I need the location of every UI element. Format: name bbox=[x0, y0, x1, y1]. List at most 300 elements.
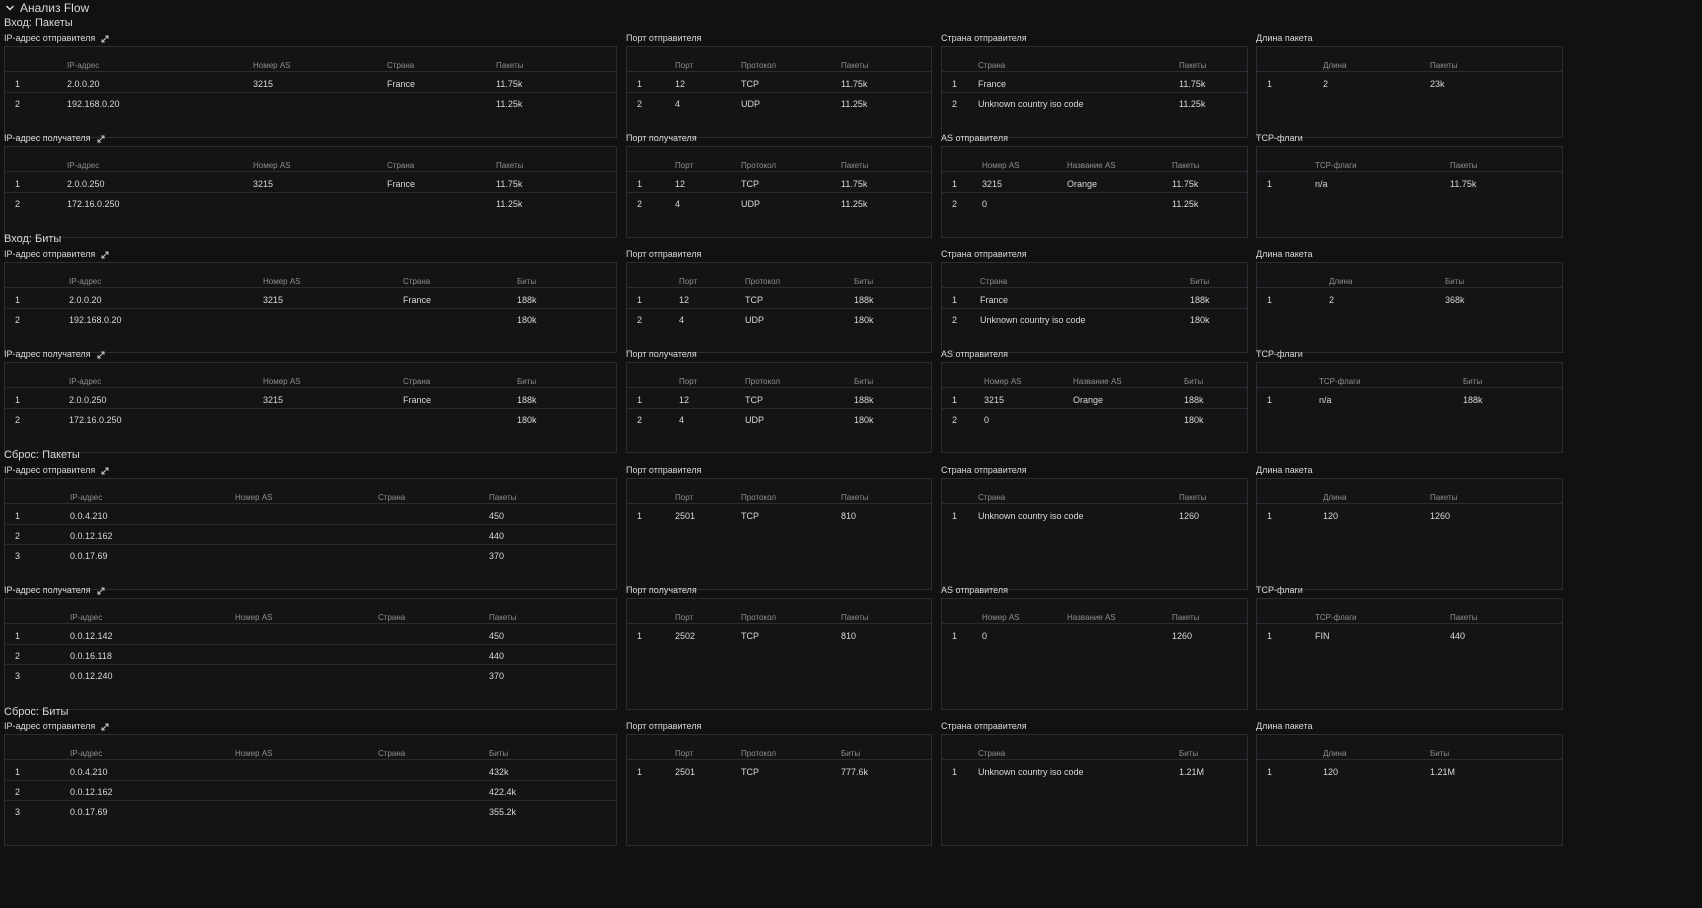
cell: 2501 bbox=[675, 767, 696, 777]
column-header-1[interactable]: IP-адрес bbox=[69, 377, 102, 386]
table-row[interactable] bbox=[5, 525, 616, 545]
panel-title bbox=[4, 721, 109, 732]
table-row[interactable] bbox=[942, 389, 1247, 409]
table-panel bbox=[626, 262, 932, 353]
panel-title bbox=[4, 33, 109, 44]
row-index: 1 bbox=[15, 767, 21, 777]
column-header-3[interactable]: Пакеты bbox=[1172, 161, 1200, 170]
column-header-1[interactable]: Порт bbox=[675, 613, 694, 622]
row-collapse-toggle[interactable] bbox=[4, 0, 89, 16]
table-header bbox=[5, 159, 616, 172]
cell: TCP bbox=[741, 631, 759, 641]
column-header-1[interactable]: Порт bbox=[675, 493, 694, 502]
column-header-1[interactable]: Страна bbox=[978, 493, 1006, 502]
row-index: 2 bbox=[15, 787, 21, 797]
cell: 2.0.0.250 bbox=[67, 179, 105, 189]
row-index: 1 bbox=[637, 295, 643, 305]
column-header-2[interactable]: Номер AS bbox=[235, 613, 273, 622]
column-header-2[interactable]: Протокол bbox=[745, 377, 781, 386]
table-row[interactable] bbox=[5, 93, 616, 113]
panel-title-text: Длина пакета bbox=[1256, 249, 1313, 259]
column-header-2[interactable]: Пакеты bbox=[1430, 493, 1458, 502]
column-header-2[interactable]: Протокол bbox=[741, 613, 777, 622]
cell: 1260 bbox=[1179, 511, 1200, 521]
column-header-1[interactable]: Порт bbox=[675, 61, 694, 70]
column-header-4[interactable]: Пакеты bbox=[496, 161, 524, 170]
column-header-1[interactable]: Страна bbox=[978, 61, 1006, 70]
column-header-2[interactable]: Номер AS bbox=[235, 749, 273, 758]
cell: France bbox=[403, 295, 432, 305]
cell: UDP bbox=[745, 315, 765, 325]
row-index: 2 bbox=[15, 531, 21, 541]
cell: 0 bbox=[982, 631, 988, 641]
panel-title-text: IP-адрес получателя bbox=[4, 349, 91, 359]
cell: 3215 bbox=[263, 395, 284, 405]
table-panel bbox=[4, 146, 617, 238]
cell: 440 bbox=[489, 531, 505, 541]
table-row[interactable] bbox=[5, 193, 616, 213]
cell: 4 bbox=[675, 199, 681, 209]
column-header-4[interactable]: Биты bbox=[517, 277, 537, 286]
row-index: 2 bbox=[15, 651, 21, 661]
table-header bbox=[1257, 491, 1562, 504]
column-header-2[interactable]: Пакеты bbox=[1179, 493, 1207, 502]
panel-title bbox=[1256, 33, 1313, 44]
row-index: 3 bbox=[15, 671, 21, 681]
column-header-1[interactable]: Страна bbox=[978, 749, 1006, 758]
column-header-1[interactable]: Порт bbox=[675, 161, 694, 170]
table-header bbox=[627, 747, 931, 760]
table-row[interactable] bbox=[1257, 389, 1562, 409]
table-row[interactable] bbox=[627, 73, 931, 93]
table-panel bbox=[941, 146, 1248, 238]
column-header-2[interactable]: Биты bbox=[1430, 749, 1450, 758]
column-header-2[interactable]: Протокол bbox=[741, 749, 777, 758]
table-row[interactable] bbox=[942, 173, 1247, 193]
table-row[interactable] bbox=[942, 505, 1247, 525]
cell: 11.75k bbox=[841, 179, 868, 189]
panel-title-text: TCP-флаги bbox=[1256, 349, 1303, 359]
row-index: 1 bbox=[952, 295, 958, 305]
column-header-2[interactable]: Номер AS bbox=[253, 61, 291, 70]
cell: 12 bbox=[675, 79, 686, 89]
table-row[interactable] bbox=[942, 73, 1247, 93]
cell: 180k bbox=[854, 315, 874, 325]
table-row[interactable] bbox=[1257, 173, 1562, 193]
table-row[interactable] bbox=[5, 545, 616, 565]
cell: 0.0.16.118 bbox=[70, 651, 112, 661]
column-header-4[interactable]: Биты bbox=[489, 749, 509, 758]
column-header-3[interactable]: Пакеты bbox=[841, 613, 869, 622]
column-header-1[interactable]: Страна bbox=[980, 277, 1008, 286]
table-row[interactable] bbox=[627, 309, 931, 329]
cell: France bbox=[978, 79, 1007, 89]
table-row[interactable] bbox=[627, 389, 931, 409]
panel-title-text: Порт отправителя bbox=[626, 721, 702, 731]
cell: 0 bbox=[984, 415, 990, 425]
column-header-2[interactable]: Пакеты bbox=[1179, 61, 1207, 70]
table-row[interactable] bbox=[5, 645, 616, 665]
cell: 355.2k bbox=[489, 807, 517, 817]
cell: 11.25k bbox=[841, 199, 868, 209]
cell: Orange bbox=[1067, 179, 1098, 189]
column-header-2[interactable]: Номер AS bbox=[235, 493, 273, 502]
cell: 370 bbox=[489, 671, 505, 681]
cell: 11.75k bbox=[496, 179, 523, 189]
panel-title-text: Страна отправителя bbox=[941, 721, 1027, 731]
table-panel bbox=[1256, 146, 1563, 238]
cell: 2.0.0.250 bbox=[69, 395, 107, 405]
cell: 440 bbox=[489, 651, 505, 661]
cell: 120 bbox=[1323, 767, 1339, 777]
cell: 432k bbox=[489, 767, 509, 777]
column-header-2[interactable]: Название AS bbox=[1067, 613, 1116, 622]
row-index: 1 bbox=[952, 631, 958, 641]
column-header-2[interactable]: Протокол bbox=[741, 61, 777, 70]
row-index: 1 bbox=[637, 511, 643, 521]
table-row[interactable] bbox=[1257, 289, 1562, 309]
row-index: 2 bbox=[952, 199, 958, 209]
panel-title bbox=[941, 465, 1027, 476]
column-header-3[interactable]: Страна bbox=[378, 749, 406, 758]
table-row[interactable] bbox=[5, 289, 616, 309]
cell: 4 bbox=[679, 315, 685, 325]
column-header-1[interactable]: Порт bbox=[679, 377, 698, 386]
column-header-2[interactable]: Название AS bbox=[1067, 161, 1116, 170]
cell: 2.0.0.20 bbox=[67, 79, 100, 89]
column-header-4[interactable]: Биты bbox=[517, 377, 537, 386]
table-header bbox=[942, 375, 1247, 388]
panel-title-text: Страна отправителя bbox=[941, 33, 1027, 43]
cell: 11.25k bbox=[1179, 99, 1206, 109]
table-row[interactable] bbox=[5, 409, 616, 429]
expand-icon[interactable] bbox=[101, 467, 109, 475]
column-header-3[interactable]: Страна bbox=[387, 61, 415, 70]
column-header-3[interactable]: Страна bbox=[378, 613, 406, 622]
table-row[interactable] bbox=[1257, 505, 1562, 525]
table-panel bbox=[4, 734, 617, 846]
table-header bbox=[627, 159, 931, 172]
column-header-1[interactable]: IP-адрес bbox=[69, 277, 102, 286]
table-row[interactable] bbox=[5, 73, 616, 93]
table-row[interactable] bbox=[1257, 73, 1562, 93]
table-header bbox=[1257, 275, 1562, 288]
panel-title bbox=[626, 33, 701, 44]
cell: 180k bbox=[854, 415, 874, 425]
cell: 0.0.12.162 bbox=[70, 787, 113, 797]
table-header bbox=[942, 159, 1247, 172]
expand-icon[interactable] bbox=[101, 723, 109, 731]
column-header-1[interactable]: Номер AS bbox=[984, 377, 1022, 386]
column-header-2[interactable]: Протокол bbox=[741, 161, 777, 170]
section-title: Вход: Пакеты bbox=[4, 17, 73, 29]
column-header-3[interactable]: Биты bbox=[1184, 377, 1204, 386]
table-panel bbox=[4, 478, 617, 590]
row-index: 1 bbox=[15, 79, 21, 89]
column-header-1[interactable]: Порт bbox=[675, 749, 694, 758]
table-panel bbox=[941, 362, 1248, 453]
table-row[interactable] bbox=[5, 625, 616, 645]
table-row[interactable] bbox=[627, 173, 931, 193]
panel-title-text: AS отправителя bbox=[941, 133, 1008, 143]
column-header-3[interactable]: Страна bbox=[403, 377, 431, 386]
table-row[interactable] bbox=[627, 761, 931, 781]
cell: 810 bbox=[841, 511, 857, 521]
table-row[interactable] bbox=[627, 409, 931, 429]
column-header-3[interactable]: Биты bbox=[854, 377, 874, 386]
table-panel bbox=[1256, 734, 1563, 846]
panel-title bbox=[941, 585, 1008, 596]
cell: 11.75k bbox=[1179, 79, 1206, 89]
table-header bbox=[5, 59, 616, 72]
expand-icon[interactable] bbox=[97, 587, 105, 595]
table-header bbox=[942, 59, 1247, 72]
column-header-2[interactable]: Номер AS bbox=[263, 377, 301, 386]
column-header-4[interactable]: Пакеты bbox=[496, 61, 524, 70]
cell: 2.0.0.20 bbox=[69, 295, 102, 305]
row-index: 2 bbox=[952, 415, 958, 425]
cell: 2 bbox=[1329, 295, 1335, 305]
table-header bbox=[627, 491, 931, 504]
row-index: 1 bbox=[1267, 295, 1273, 305]
column-header-2[interactable]: Пакеты bbox=[1450, 161, 1478, 170]
table-row[interactable] bbox=[942, 289, 1247, 309]
table-row[interactable] bbox=[5, 309, 616, 329]
row-index: 3 bbox=[15, 807, 21, 817]
table-panel bbox=[626, 46, 932, 138]
cell: 188k bbox=[1190, 295, 1210, 305]
panel-title-text: Порт отправителя bbox=[626, 33, 702, 43]
table-panel bbox=[1256, 362, 1563, 453]
panel-title-text: Страна отправителя bbox=[941, 465, 1027, 475]
column-header-3[interactable]: Пакеты bbox=[841, 493, 869, 502]
cell: n/a bbox=[1319, 395, 1332, 405]
table-row[interactable] bbox=[942, 761, 1247, 781]
row-index: 2 bbox=[952, 315, 958, 325]
table-row[interactable] bbox=[627, 505, 931, 525]
row-index: 1 bbox=[1267, 179, 1273, 189]
column-header-1[interactable]: TCP-флаги bbox=[1315, 613, 1357, 622]
panel-title-text: AS отправителя bbox=[941, 349, 1008, 359]
cell: 450 bbox=[489, 631, 505, 641]
panel-title-text: AS отправителя bbox=[941, 585, 1008, 595]
column-header-1[interactable]: IP-адрес bbox=[67, 161, 100, 170]
row-index: 1 bbox=[952, 79, 958, 89]
table-header bbox=[5, 275, 616, 288]
panel-title-text: IP-адрес отправителя bbox=[4, 33, 96, 43]
panel-title bbox=[4, 585, 105, 596]
table-row[interactable] bbox=[942, 625, 1247, 645]
column-header-2[interactable]: Биты bbox=[1463, 377, 1483, 386]
cell: 0.0.12.142 bbox=[70, 631, 113, 641]
panel-title bbox=[626, 133, 697, 144]
cell: 11.75k bbox=[1172, 179, 1199, 189]
cell: Unknown country iso code bbox=[978, 511, 1084, 521]
row-index: 1 bbox=[15, 395, 21, 405]
column-header-1[interactable]: Длина bbox=[1329, 277, 1353, 286]
cell: 180k bbox=[1184, 415, 1204, 425]
column-header-3[interactable]: Страна bbox=[403, 277, 431, 286]
column-header-3[interactable]: Страна bbox=[387, 161, 415, 170]
column-header-2[interactable]: Номер AS bbox=[253, 161, 291, 170]
panel-title-text: Порт получателя bbox=[626, 349, 697, 359]
row-index: 2 bbox=[637, 315, 643, 325]
cell: 180k bbox=[517, 315, 537, 325]
table-header bbox=[627, 375, 931, 388]
table-row[interactable] bbox=[627, 289, 931, 309]
cell: 0.0.4.210 bbox=[70, 511, 108, 521]
cell: 1260 bbox=[1172, 631, 1193, 641]
cell: 11.75k bbox=[1450, 179, 1477, 189]
table-row[interactable] bbox=[942, 309, 1247, 329]
cell: 11.25k bbox=[496, 99, 523, 109]
column-header-3[interactable]: Пакеты bbox=[1172, 613, 1200, 622]
page-title: Анализ Flow bbox=[20, 1, 90, 15]
cell: 440 bbox=[1450, 631, 1466, 641]
table-panel bbox=[4, 46, 617, 138]
section-title: Сброс: Биты bbox=[4, 706, 69, 718]
row-index: 1 bbox=[637, 631, 643, 641]
row-index: 2 bbox=[952, 99, 958, 109]
column-header-4[interactable]: Пакеты bbox=[489, 493, 517, 502]
cell: TCP bbox=[745, 295, 763, 305]
cell: 0.0.17.69 bbox=[70, 551, 108, 561]
cell: 188k bbox=[1184, 395, 1204, 405]
expand-icon[interactable] bbox=[101, 35, 109, 43]
table-header bbox=[942, 275, 1247, 288]
row-index: 1 bbox=[15, 179, 21, 189]
column-header-3[interactable]: Пакеты bbox=[841, 61, 869, 70]
column-header-3[interactable]: Пакеты bbox=[841, 161, 869, 170]
cell: FIN bbox=[1315, 631, 1330, 641]
panel-title-text: Порт отправителя bbox=[626, 249, 702, 259]
panel-title-text: Длина пакета bbox=[1256, 721, 1313, 731]
column-header-3[interactable]: Страна bbox=[378, 493, 406, 502]
column-header-1[interactable]: Порт bbox=[679, 277, 698, 286]
panel-title bbox=[626, 249, 701, 260]
panel-title bbox=[4, 465, 109, 476]
row-index: 1 bbox=[952, 767, 958, 777]
column-header-2[interactable]: Пакеты bbox=[1430, 61, 1458, 70]
table-row[interactable] bbox=[627, 193, 931, 213]
row-index: 2 bbox=[15, 199, 21, 209]
table-header bbox=[627, 59, 931, 72]
cell: 0.0.4.210 bbox=[70, 767, 108, 777]
table-row[interactable] bbox=[1257, 625, 1562, 645]
table-header bbox=[5, 747, 616, 760]
column-header-2[interactable]: Биты bbox=[1190, 277, 1210, 286]
column-header-2[interactable]: Биты bbox=[1179, 749, 1199, 758]
table-row[interactable] bbox=[5, 801, 616, 821]
column-header-1[interactable]: TCP-флаги bbox=[1315, 161, 1357, 170]
table-row[interactable] bbox=[942, 193, 1247, 213]
column-header-1[interactable]: Номер AS bbox=[982, 613, 1020, 622]
table-row[interactable] bbox=[5, 505, 616, 525]
cell: TCP bbox=[741, 79, 759, 89]
column-header-1[interactable]: Длина bbox=[1323, 493, 1347, 502]
column-header-2[interactable]: Номер AS bbox=[263, 277, 301, 286]
row-index: 1 bbox=[952, 395, 958, 405]
cell: 0 bbox=[982, 199, 988, 209]
column-header-2[interactable]: Название AS bbox=[1073, 377, 1122, 386]
column-header-1[interactable]: Номер AS bbox=[982, 161, 1020, 170]
table-row[interactable] bbox=[627, 625, 931, 645]
table-panel bbox=[626, 146, 932, 238]
table-row[interactable] bbox=[942, 409, 1247, 429]
column-header-2[interactable]: Биты bbox=[1445, 277, 1465, 286]
table-row[interactable] bbox=[5, 173, 616, 193]
cell: 1.21M bbox=[1430, 767, 1456, 777]
column-header-2[interactable]: Протокол bbox=[741, 493, 777, 502]
row-index: 3 bbox=[15, 551, 21, 561]
column-header-1[interactable]: TCP-флаги bbox=[1319, 377, 1361, 386]
panel-title bbox=[941, 249, 1027, 260]
column-header-1[interactable]: Длина bbox=[1323, 749, 1347, 758]
panel-title-text: Порт отправителя bbox=[626, 465, 702, 475]
column-header-3[interactable]: Биты bbox=[841, 749, 861, 758]
cell: 11.25k bbox=[496, 199, 523, 209]
table-header bbox=[1257, 611, 1562, 624]
table-row[interactable] bbox=[5, 781, 616, 801]
cell: France bbox=[387, 79, 416, 89]
column-header-2[interactable]: Пакеты bbox=[1450, 613, 1478, 622]
column-header-1[interactable]: Длина bbox=[1323, 61, 1347, 70]
table-row[interactable] bbox=[942, 93, 1247, 113]
panel-title bbox=[4, 249, 109, 260]
cell: 23k bbox=[1430, 79, 1445, 89]
column-header-3[interactable]: Биты bbox=[854, 277, 874, 286]
table-row[interactable] bbox=[5, 665, 616, 685]
expand-icon[interactable] bbox=[101, 251, 109, 259]
panel-title bbox=[941, 349, 1008, 360]
column-header-4[interactable]: Пакеты bbox=[489, 613, 517, 622]
column-header-1[interactable]: IP-адрес bbox=[70, 749, 103, 758]
column-header-2[interactable]: Протокол bbox=[745, 277, 781, 286]
panel-title bbox=[1256, 249, 1313, 260]
cell: 3215 bbox=[253, 79, 274, 89]
table-row[interactable] bbox=[5, 761, 616, 781]
column-header-1[interactable]: IP-адрес bbox=[70, 613, 103, 622]
expand-icon[interactable] bbox=[97, 351, 105, 359]
table-panel bbox=[941, 734, 1248, 846]
row-index: 1 bbox=[952, 511, 958, 521]
column-header-1[interactable]: IP-адрес bbox=[67, 61, 100, 70]
row-index: 2 bbox=[637, 99, 643, 109]
cell: 180k bbox=[517, 415, 537, 425]
panel-title bbox=[4, 133, 105, 144]
panel-title bbox=[626, 349, 697, 360]
row-index: 1 bbox=[637, 79, 643, 89]
column-header-1[interactable]: IP-адрес bbox=[70, 493, 103, 502]
cell: 1.21M bbox=[1179, 767, 1205, 777]
expand-icon[interactable] bbox=[97, 135, 105, 143]
table-row[interactable] bbox=[1257, 761, 1562, 781]
table-row[interactable] bbox=[627, 93, 931, 113]
cell: 188k bbox=[517, 395, 537, 405]
cell: Unknown country iso code bbox=[978, 99, 1084, 109]
cell: 3215 bbox=[253, 179, 274, 189]
panel-title bbox=[626, 721, 701, 732]
row-index: 1 bbox=[1267, 79, 1273, 89]
table-row[interactable] bbox=[5, 389, 616, 409]
cell: 0.0.12.162 bbox=[70, 531, 113, 541]
panel-title bbox=[941, 33, 1027, 44]
cell: 2502 bbox=[675, 631, 696, 641]
panel-title-text: Порт получателя bbox=[626, 585, 697, 595]
cell: 188k bbox=[1463, 395, 1483, 405]
panel-title bbox=[1256, 465, 1313, 476]
table-panel bbox=[941, 262, 1248, 353]
